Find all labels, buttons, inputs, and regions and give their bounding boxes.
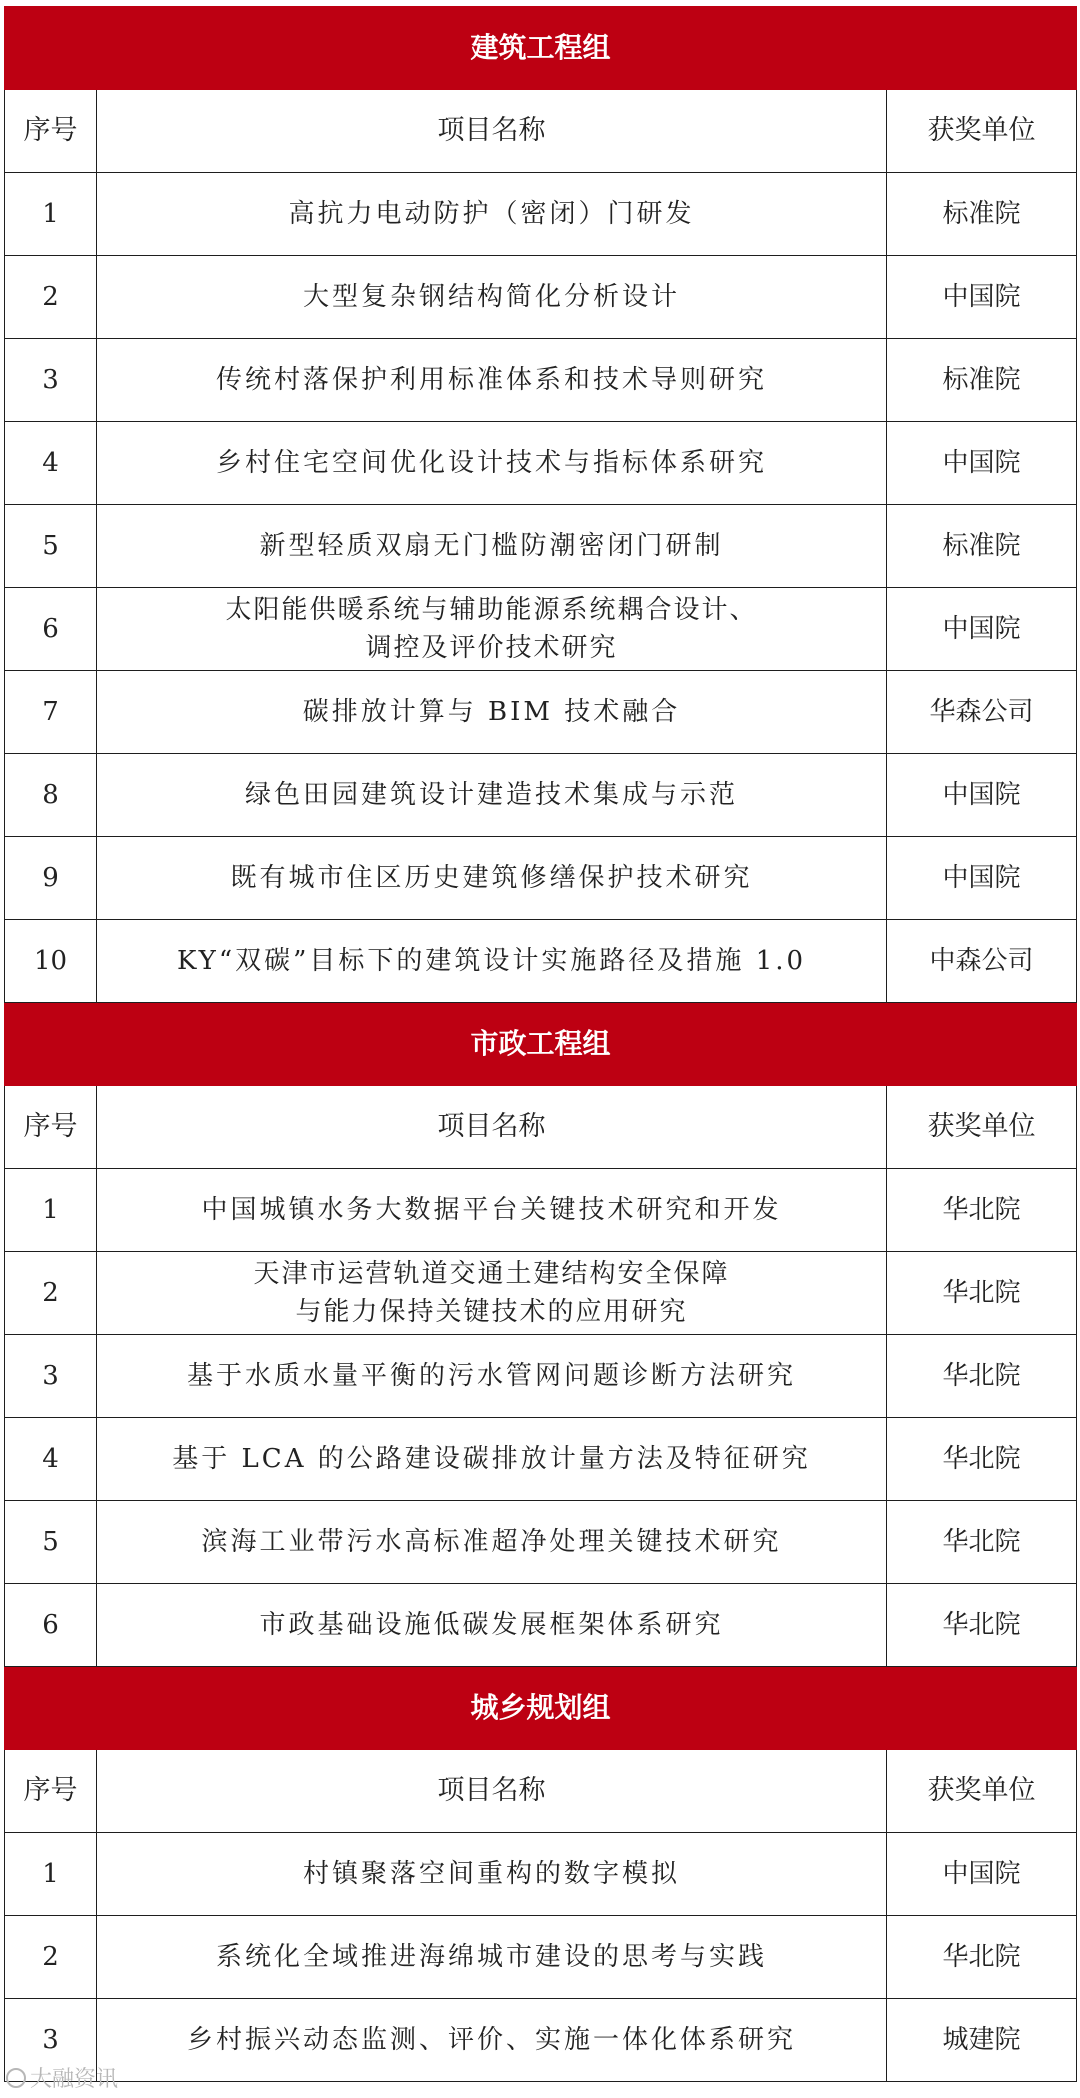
row-number: 4 (5, 1418, 97, 1501)
award-unit: 中国院 (887, 754, 1077, 837)
project-name (97, 256, 887, 339)
row-number: 6 (5, 588, 97, 671)
column-header-number: 序号 (5, 90, 97, 173)
table-row (5, 588, 1077, 671)
table-row (5, 1999, 1077, 2082)
table-row (5, 1252, 1077, 1335)
group-title: 市政工程组 (5, 1003, 1077, 1086)
table-row (5, 505, 1077, 588)
table-row (5, 671, 1077, 754)
award-unit: 华森公司 (887, 671, 1077, 754)
project-name-line: 新型轻质双扇无门槛防潮密闭门研制 (259, 531, 724, 561)
award-unit: 中国院 (887, 256, 1077, 339)
group-header-row (5, 7, 1077, 90)
column-header-unit: 获奖单位 (887, 1086, 1077, 1169)
row-number: 2 (5, 1252, 97, 1335)
project-name (97, 588, 887, 671)
column-header-number: 序号 (5, 1750, 97, 1833)
award-table-body (5, 7, 1077, 2082)
award-unit: 标准院 (887, 505, 1077, 588)
column-header-row (5, 1750, 1077, 1833)
table-row (5, 1833, 1077, 1916)
project-name-line: 系统化全域推进海绵城市建设的思考与实践 (215, 1942, 767, 1972)
project-name-line: 碳排放计算与 BIM 技术融合 (302, 697, 681, 727)
table-row (5, 1501, 1077, 1584)
project-name (97, 837, 887, 920)
project-name (97, 754, 887, 837)
award-unit: 华北院 (887, 1501, 1077, 1584)
project-name-line: 大型复杂钢结构简化分析设计 (302, 282, 680, 312)
project-name-line: 传统村落保护利用标准体系和技术导则研究 (215, 365, 767, 395)
award-table (4, 6, 1077, 2082)
award-unit: 中国院 (887, 588, 1077, 671)
award-unit: 中国院 (887, 1833, 1077, 1916)
project-name-line: 基于 LCA 的公路建设碳排放计量方法及特征研究 (172, 1444, 811, 1474)
row-number: 1 (5, 173, 97, 256)
table-row (5, 754, 1077, 837)
table-row (5, 1916, 1077, 1999)
project-name-line: 天津市运营轨道交通土建结构安全保障 (253, 1259, 730, 1289)
project-name-line: 高抗力电动防护（密闭）门研发 (288, 199, 695, 229)
row-number: 3 (5, 339, 97, 422)
project-name (97, 1916, 887, 1999)
table-row (5, 256, 1077, 339)
project-name (97, 920, 887, 1003)
row-number: 8 (5, 754, 97, 837)
table-row (5, 1584, 1077, 1667)
row-number: 5 (5, 505, 97, 588)
group-header-row (5, 1003, 1077, 1086)
project-name (97, 671, 887, 754)
project-name (97, 1999, 887, 2082)
row-number: 2 (5, 256, 97, 339)
column-header-unit: 获奖单位 (887, 1750, 1077, 1833)
project-name-line: 乡村住宅空间优化设计技术与指标体系研究 (215, 448, 767, 478)
row-number: 7 (5, 671, 97, 754)
watermark (6, 2062, 118, 2093)
project-name-line: 调控及评价技术研究 (365, 633, 618, 663)
project-name-line: 基于水质水量平衡的污水管网问题诊断方法研究 (186, 1361, 796, 1391)
table-row (5, 1169, 1077, 1252)
project-name-line: 既有城市住区历史建筑修缮保护技术研究 (230, 863, 753, 893)
project-name (97, 1169, 887, 1252)
award-unit: 中森公司 (887, 920, 1077, 1003)
row-number: 2 (5, 1916, 97, 1999)
project-name-line: 滨海工业带污水高标准超净处理关键技术研究 (201, 1527, 782, 1557)
award-unit: 城建院 (887, 1999, 1077, 2082)
award-unit: 华北院 (887, 1418, 1077, 1501)
row-number: 3 (5, 1999, 97, 2082)
row-number: 9 (5, 837, 97, 920)
column-header-unit: 获奖单位 (887, 90, 1077, 173)
row-number: 3 (5, 1335, 97, 1418)
table-row (5, 173, 1077, 256)
watermark-text: 大融资讯 (30, 2067, 119, 2092)
column-header-row (5, 90, 1077, 173)
table-row (5, 1418, 1077, 1501)
column-header-project: 项目名称 (97, 1750, 887, 1833)
project-name-line: 太阳能供暖系统与辅助能源系统耦合设计、 (225, 595, 758, 625)
project-name (97, 173, 887, 256)
project-name (97, 339, 887, 422)
project-name (97, 1418, 887, 1501)
column-header-number: 序号 (5, 1086, 97, 1169)
table-row (5, 339, 1077, 422)
project-name-line: 绿色田园建筑设计建造技术集成与示范 (244, 780, 738, 810)
project-name (97, 1252, 887, 1335)
table-row (5, 1335, 1077, 1418)
row-number: 5 (5, 1501, 97, 1584)
project-name-line: 中国城镇水务大数据平台关键技术研究和开发 (201, 1195, 782, 1225)
group-title: 建筑工程组 (5, 7, 1077, 90)
group-title: 城乡规划组 (5, 1667, 1077, 1750)
project-name-line: 与能力保持关键技术的应用研究 (295, 1297, 688, 1327)
award-unit: 华北院 (887, 1169, 1077, 1252)
project-name (97, 505, 887, 588)
table-row (5, 837, 1077, 920)
row-number: 6 (5, 1584, 97, 1667)
award-unit: 华北院 (887, 1584, 1077, 1667)
row-number: 4 (5, 422, 97, 505)
project-name-line: 乡村振兴动态监测、评价、实施一体化体系研究 (186, 2025, 796, 2055)
column-header-project: 项目名称 (97, 90, 887, 173)
group-header-row (5, 1667, 1077, 1750)
project-name (97, 1501, 887, 1584)
column-header-project: 项目名称 (97, 1086, 887, 1169)
project-name-line: 村镇聚落空间重构的数字模拟 (302, 1859, 680, 1889)
award-unit: 标准院 (887, 173, 1077, 256)
row-number: 10 (5, 920, 97, 1003)
row-number: 1 (5, 1169, 97, 1252)
project-name (97, 422, 887, 505)
watermark-logo-icon (6, 2068, 26, 2088)
table-row (5, 920, 1077, 1003)
project-name-line: KY“双碳”目标下的建筑设计实施路径及措施 1.0 (176, 946, 807, 976)
award-unit: 华北院 (887, 1335, 1077, 1418)
project-name (97, 1584, 887, 1667)
award-unit: 标准院 (887, 339, 1077, 422)
table-row (5, 422, 1077, 505)
award-unit: 中国院 (887, 422, 1077, 505)
award-unit: 华北院 (887, 1916, 1077, 1999)
column-header-row (5, 1086, 1077, 1169)
award-unit: 中国院 (887, 837, 1077, 920)
project-name (97, 1833, 887, 1916)
project-name-line: 市政基础设施低碳发展框架体系研究 (259, 1610, 724, 1640)
row-number: 1 (5, 1833, 97, 1916)
project-name (97, 1335, 887, 1418)
award-unit: 华北院 (887, 1252, 1077, 1335)
